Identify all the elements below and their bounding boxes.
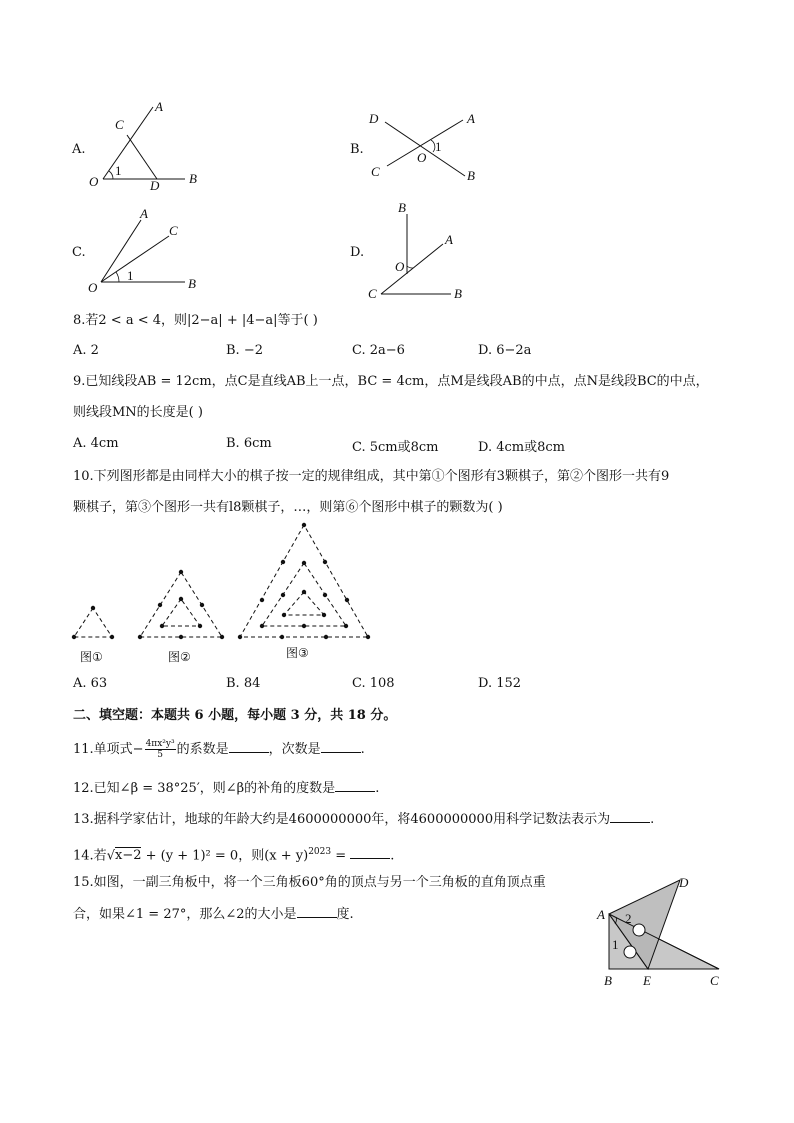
question-11-pre: 11.单项式− [73,742,144,757]
question-11-mid2: ，次数是 [268,742,321,757]
question-13 [73,810,654,829]
question-11-end: . [360,742,365,757]
caption-figure-3: 图③ [286,646,309,660]
triangle-hole-lower [624,946,636,958]
label-b: B [467,168,475,183]
label-o: O [395,259,405,274]
label-d: D [369,111,379,126]
ray-ca [381,244,443,294]
ray-oa [103,107,153,179]
question-10-option-b: B. 84 [226,676,261,691]
label-e: E [643,973,651,988]
question-9-stem-line1: 9.已知线段AB = 12cm，点C是直线AB上一点，BC = 4cm，点M是线段AB的中点，点N是线段BC的中点， [73,374,709,389]
pattern-figure-2-dots [138,570,224,639]
question-8-option-a: A. 2 [73,343,99,358]
question-11-mid: 的系数是 [176,742,229,757]
label-c: C [368,286,377,301]
question-8-option-b: B. −2 [226,343,263,358]
option-c-letter: C. [72,245,86,260]
question-11-blank-1[interactable] [229,740,269,753]
pattern-figure-3 [240,525,368,637]
label-b-right: B [454,286,462,301]
label-c: C [371,164,380,179]
pattern-figure-2 [140,572,222,637]
question-9-option-b: B. 6cm [226,436,272,451]
ray-oa [101,220,141,282]
question-9-stem-line2: 则线段MN的长度是( ) [73,405,203,420]
ray-oc [101,236,169,282]
question-14-mid: + (y + 1)² = 0，则(x + y) [141,848,309,864]
figure-option-d [365,198,495,301]
segment-cd [127,135,157,179]
triangle-hole-upper [633,924,645,936]
label-d: D [150,178,160,193]
label-angle-2: 2 [625,911,632,926]
question-12 [73,779,379,798]
question-15-text: 合，如果∠1 = 27°，那么∠2的大小是 [73,907,297,922]
question-14-end: . [390,848,395,864]
label-b: B [188,276,196,291]
question-14 [73,843,394,865]
question-10-stem-line1: 10.下列图形都是由同样大小的棋子按一定的规律组成，其中第①个图形有3颗棋子，第②个图形一共有9 [73,469,670,484]
question-12-end: . [375,781,380,796]
radicand: x−2 [114,848,142,864]
angle-1-arc [116,272,119,282]
option-d-letter: D. [350,245,365,260]
question-15-end: 度. [336,907,354,922]
pattern-figure-1 [74,608,112,637]
question-11-fraction [145,739,176,760]
question-12-blank[interactable] [335,779,375,792]
figure-option-b [365,108,495,188]
fraction-numerator: 4πx²y³ [145,739,175,749]
fraction-denominator: 5 [157,750,163,760]
label-a: A [467,111,475,126]
question-13-pre: 13.据科学家估计，地球的年龄大约是4600000000年，将4600000000用科学记数法表示为 [73,812,611,827]
question-13-end: . [650,812,655,827]
question-10-option-d: D. 152 [478,676,522,691]
label-a: A [597,907,605,922]
label-o: O [89,174,99,189]
pattern-figure-3-dots [238,523,370,639]
question-14-pre: 14.若 [73,848,107,864]
caption-figure-1: 图① [80,650,103,664]
question-9-option-d: D. 4cm或8cm [478,440,565,455]
label-b: B [189,171,197,186]
question-15-blank[interactable] [297,905,337,918]
question-10-stem-line2: 颗棋子，第③个图形一共有l8颗棋子，…，则第⑥个图形中棋子的颗数为( ) [73,500,503,515]
question-11 [73,739,365,760]
exponent: 2023 [308,847,332,857]
label-c: C [169,223,178,238]
question-13-blank[interactable] [610,810,650,823]
section-2-heading: 二、填空题：本题共 6 小题，每小题 3 分，共 18 分。 [73,708,397,723]
question-9-option-c: C. 5cm或8cm [352,440,439,455]
label-c: C [710,973,719,988]
question-15-line1: 15.如图，一副三角板中，将一个三角板60°角的顶点与另一个三角板的直角顶点重 [73,875,546,890]
question-8-stem: 8.若2 < a < 4，则|2−a| + |4−a|等于( ) [73,313,318,328]
option-a-letter: A. [72,142,86,157]
label-angle-1: 1 [127,268,134,283]
question-8-option-c: C. 2a−6 [352,343,405,358]
figure-option-a [85,97,215,192]
figure-option-c [85,200,215,298]
question-15-line2 [73,905,354,924]
question-11-blank-2[interactable] [321,740,361,753]
label-o: O [417,150,427,165]
angle-o-arc [407,266,413,268]
question-8-option-d: D. 6−2a [478,343,532,358]
label-angle-1: 1 [115,163,122,178]
question-9-option-a: A. 4cm [73,436,119,451]
question-14-equals: = [331,848,351,864]
question-10-option-c: C. 108 [352,676,395,691]
pattern-figure-1-dots [72,606,114,639]
question-10-option-a: A. 63 [73,676,108,691]
question-14-blank[interactable] [350,846,390,859]
question-10-figure [66,515,386,665]
label-b-top: B [398,200,406,215]
caption-figure-2: 图② [168,650,191,664]
label-a: A [140,206,148,221]
label-d: D [679,875,689,890]
angle-1-arc [109,171,113,179]
option-b-letter: B. [350,142,364,157]
line-db [385,122,465,176]
label-angle-1: 1 [612,937,619,952]
label-a: A [445,232,453,247]
label-a: A [155,99,163,114]
question-12-pre: 12.已知∠β = 38°25′，则∠β的补角的度数是 [73,781,336,796]
label-c: C [115,117,124,132]
radical-sign: √ [106,848,115,864]
label-angle-1: 1 [435,139,442,154]
label-o: O [88,280,98,295]
question-15-figure [590,870,730,995]
label-b: B [604,973,612,988]
